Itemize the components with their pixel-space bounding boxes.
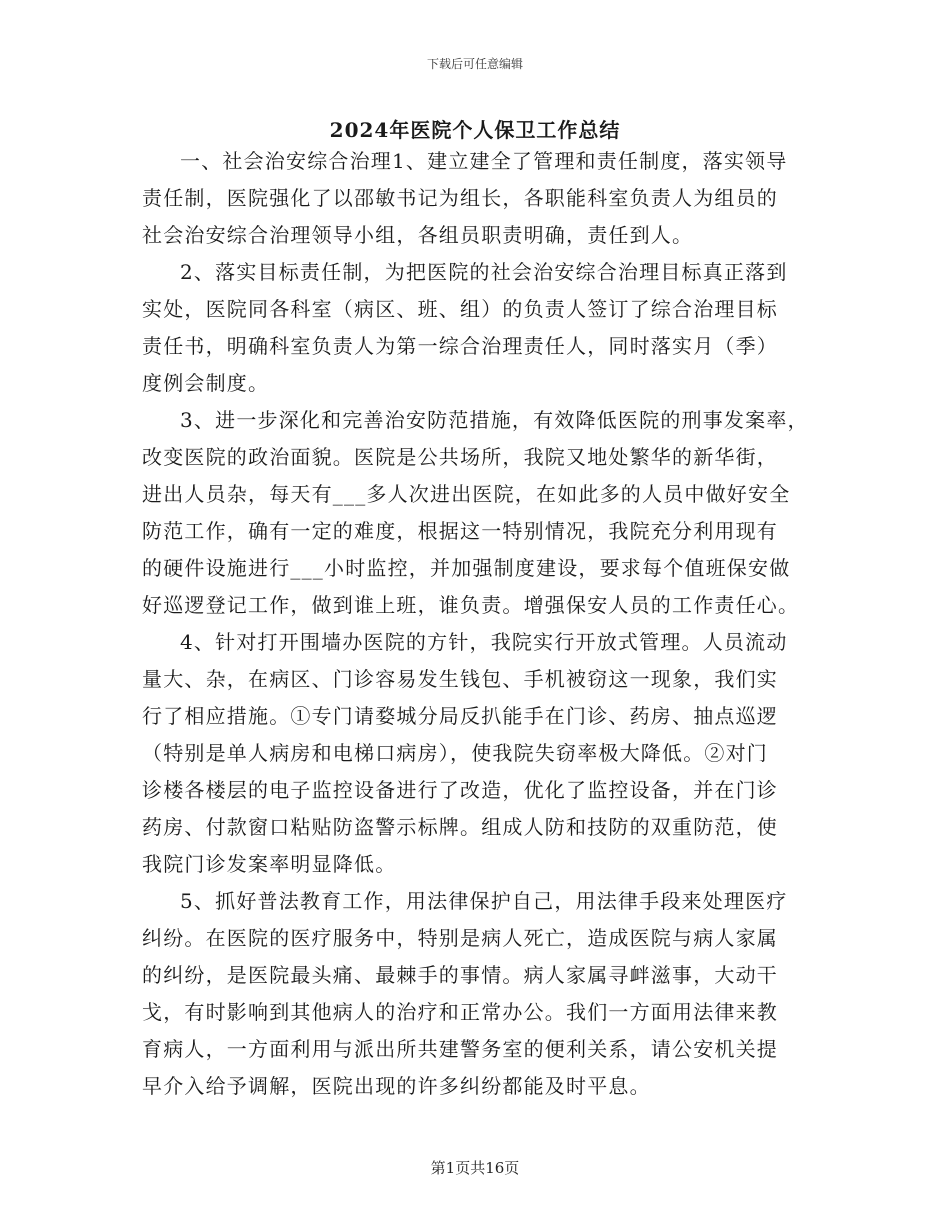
text-line: 防范工作，确有一定的难度，根据这一特别情况，我院充分利用现有 [142,519,778,543]
text-line: 纠纷。在医院的医疗服务中，特别是病人死亡，造成医院与病人家属 [142,926,778,950]
text-line: 戈，有时影响到其他病人的治疗和正常办公。我们一方面用法律来教 [142,1000,778,1024]
text-line: 社会治安综合治理领导小组，各组员职责明确，责任到人。 [142,223,694,247]
document-title: 2024年医院个人保卫工作总结 [329,118,621,142]
text-line: 一、社会治安综合治理1、建立建全了管理和责任制度，落实领导 [180,149,788,173]
text-line: 责任书，明确科室负责人为第一综合治理责任人，同时落实月（季） [142,334,778,358]
text-line: 育病人，一方面利用与派出所共建警务室的便利关系，请公安机关提 [142,1037,778,1061]
text-line: 2、落实目标责任制，为把医院的社会治安综合治理目标真正落到 [180,260,788,284]
page-number: 第1页共16页 [430,1159,520,1177]
text-line: 度例会制度。 [142,371,270,395]
text-line: 进出人员杂，每天有___多人次进出医院，在如此多的人员中做好安全 [142,482,791,506]
text-line: 好巡逻登记工作，做到谁上班，谁负责。增强保安人员的工作责任心。 [142,593,800,617]
text-line: 4、针对打开围墙办医院的方针，我院实行开放式管理。人员流动 [180,630,788,654]
text-line: 早介入给予调解，医院出现的许多纠纷都能及时平息。 [142,1074,651,1098]
text-line: 5、抓好普法教育工作，用法律保护自己，用法律手段来处理医疗 [180,889,788,913]
text-line: 的纠纷，是医院最头痛、最棘手的事情。病人家属寻衅滋事，大动干 [142,963,778,987]
text-line: 我院门诊发案率明显降低。 [142,852,397,876]
text-line: 责任制，医院强化了以邵敏书记为组长，各职能科室负责人为组员的 [142,186,778,210]
text-line: 的硬件设施进行___小时监控，并加强制度建设，要求每个值班保安做 [142,556,791,580]
header-note: 下载后可任意编辑 [426,57,523,71]
text-line: 量大、杂，在病区、门诊容易发生钱包、手机被窃这一现象，我们实 [142,667,778,691]
text-line: 3、进一步深化和完善治安防范措施，有效降低医院的刑事发案率， [180,408,809,432]
text-line: 实处，医院同各科室（病区、班、组）的负责人签订了综合治理目标 [142,297,778,321]
text-line: （特别是单人病房和电梯口病房），使我院失窃率极大降低。②对门 [142,741,768,765]
text-line: 药房、付款窗口粘贴防盗警示标牌。组成人防和技防的双重防范，使 [142,815,778,839]
text-line: 行了相应措施。①专门请婺城分局反扒能手在门诊、药房、抽点巡逻 [142,704,778,728]
text-line: 诊楼各楼层的电子监控设备进行了改造，优化了监控设备，并在门诊 [142,778,778,802]
text-line: 改变医院的政治面貌。医院是公共场所，我院又地处繁华的新华街， [142,445,778,469]
